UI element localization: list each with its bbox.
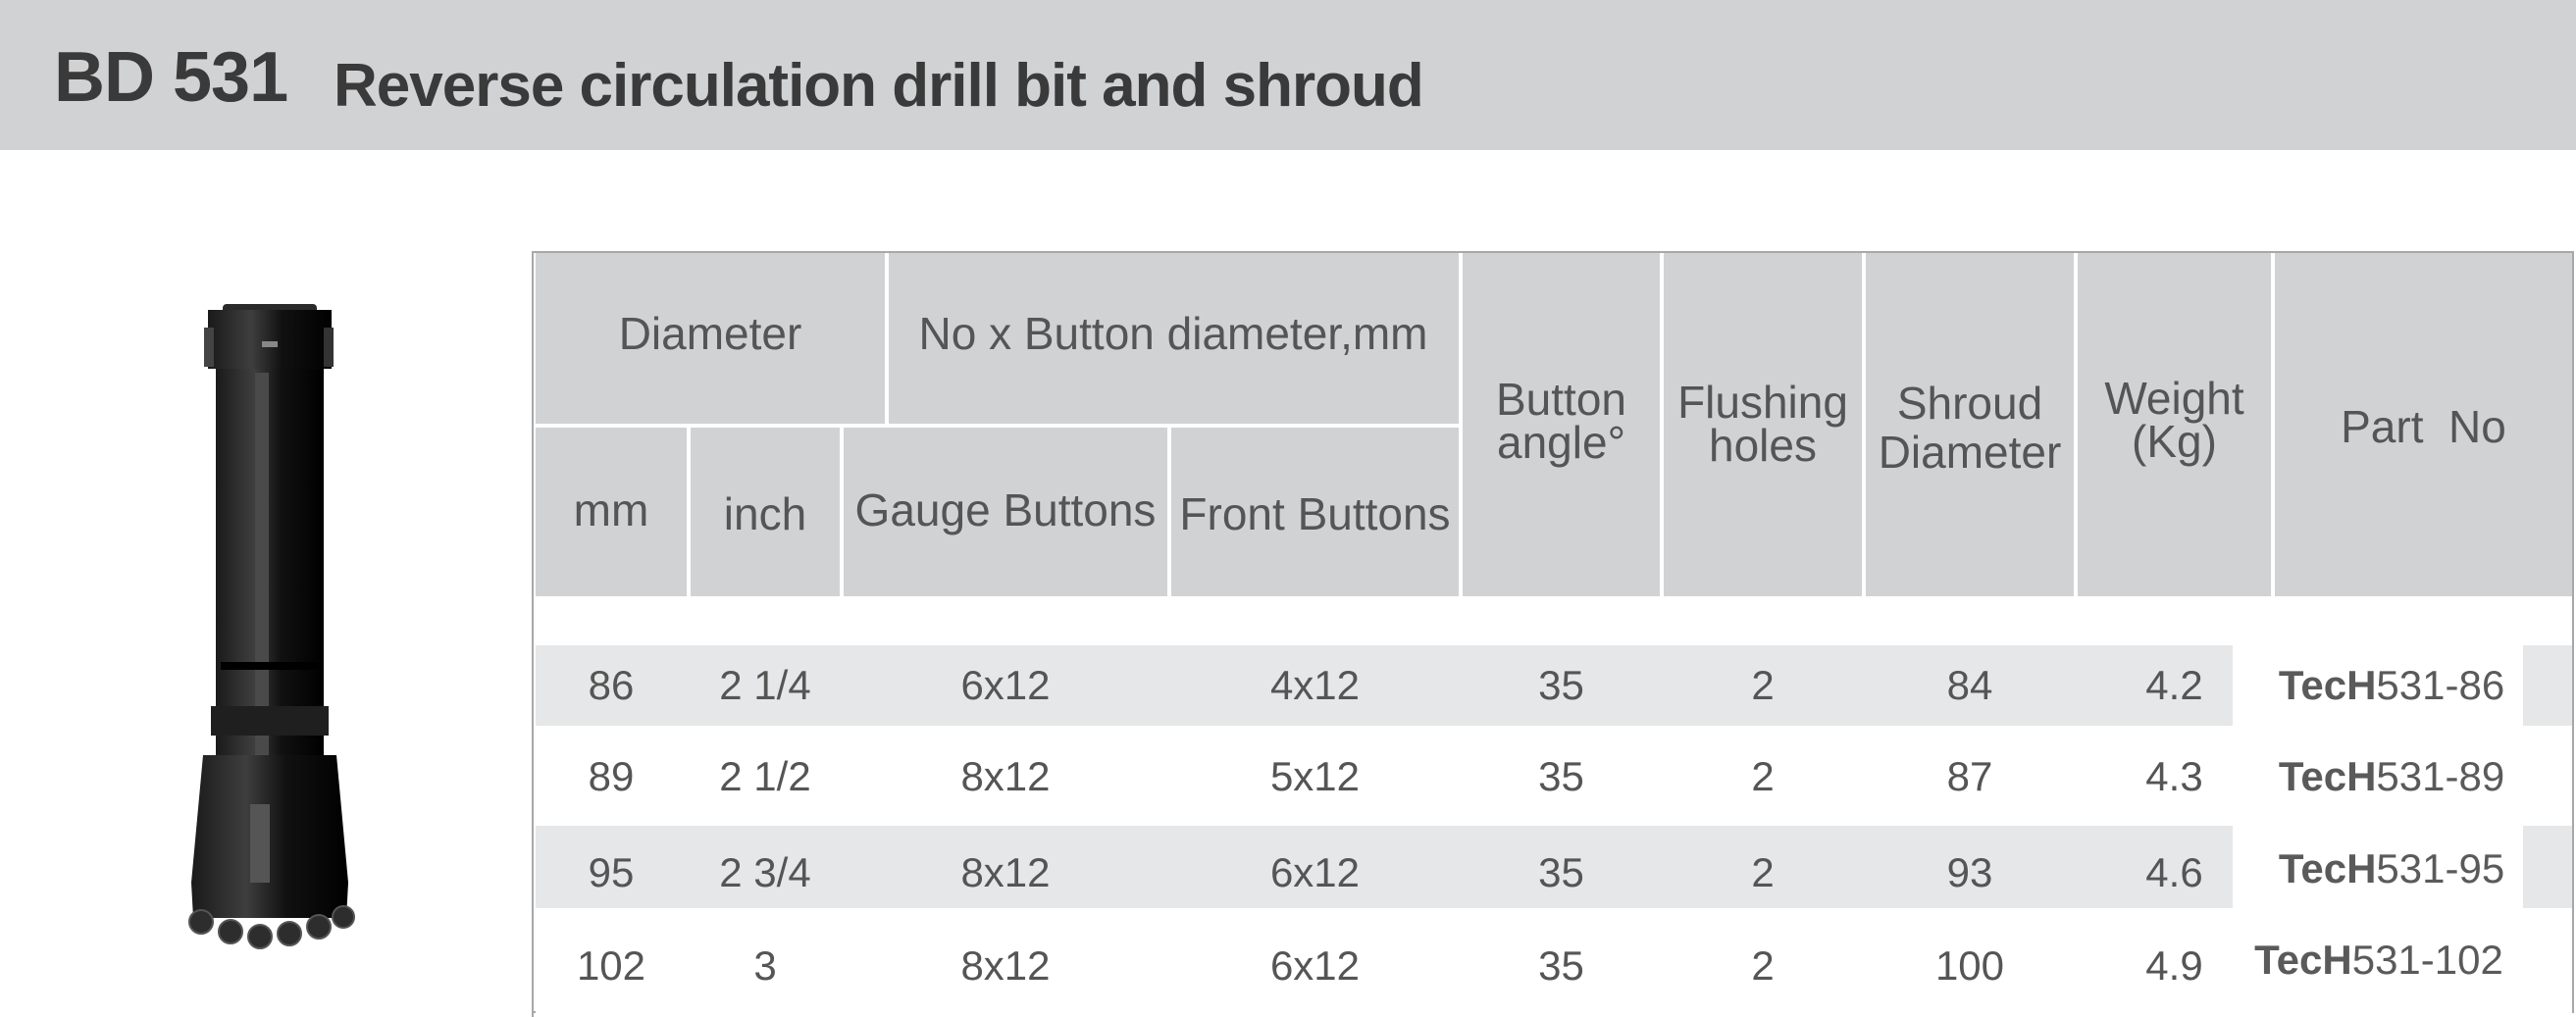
header-flushing-holes [1664, 377, 1862, 479]
header-shroud-line1: Shroud [1896, 378, 2043, 429]
header-flushing-line2: holes [1709, 420, 1817, 471]
header-button-angle-line1: Button [1496, 374, 1626, 425]
cell-front: 6x12 [1269, 942, 1361, 989]
cell-angle: 35 [1538, 942, 1584, 989]
header-inch: inch [723, 488, 807, 539]
cell-shroud: 87 [1946, 753, 1993, 799]
cell-mm: 86 [588, 662, 635, 708]
cell-gauge: 8x12 [960, 753, 1051, 799]
cell-gauge: 6x12 [960, 662, 1051, 708]
cell-inch: 3 [753, 942, 777, 989]
title-bar [0, 0, 2576, 150]
cell-inch: 2 1/2 [719, 753, 811, 799]
cell-mm: 95 [588, 849, 635, 895]
model-code: BD 531 [54, 38, 288, 117]
part-brand: TecH [2278, 753, 2377, 799]
header-front-buttons: Front Buttons [1179, 488, 1451, 539]
header-flushing-line1: Flushing [1677, 377, 1848, 428]
header-button-count: No x Button diameter,mm [918, 308, 1428, 359]
cell-weight: 4.3 [2145, 753, 2203, 799]
cell-front: 4x12 [1269, 662, 1361, 708]
cell-inch: 2 3/4 [719, 849, 811, 895]
cell-mm: 89 [588, 753, 635, 799]
part-number: 531-95 [2376, 845, 2505, 891]
cell-shroud: 93 [1946, 849, 1993, 895]
header-mm: mm [573, 484, 649, 535]
cell-angle: 35 [1538, 753, 1584, 799]
drill-bit-image [152, 294, 397, 961]
cell-angle: 35 [1538, 849, 1584, 895]
cell-part-no [2246, 645, 2537, 726]
cell-front: 5x12 [1269, 753, 1361, 799]
cell-holes: 2 [1751, 662, 1775, 708]
cell-inch: 2 1/4 [719, 662, 811, 708]
part-brand: TecH [2278, 662, 2377, 708]
header-shroud-diameter [1866, 379, 2074, 477]
part-brand: TecH [2278, 845, 2377, 891]
part-number: 531-89 [2376, 753, 2505, 799]
cell-front: 6x12 [1269, 849, 1361, 895]
header-weight [2078, 373, 2271, 475]
cell-part-no [2246, 732, 2537, 822]
cell-holes: 2 [1751, 849, 1775, 895]
cell-weight: 4.6 [2145, 849, 2203, 895]
header-weight-line1: Weight [2104, 373, 2244, 424]
cell-part-no [2227, 916, 2531, 1004]
header-button-angle-line2: angle° [1497, 417, 1625, 468]
part-brand: TecH [2254, 937, 2352, 983]
header-shroud-line2: Diameter [1878, 427, 2062, 478]
cell-weight: 4.9 [2145, 942, 2203, 989]
header-button-angle [1463, 374, 1660, 476]
cell-shroud: 84 [1946, 662, 1993, 708]
cell-gauge: 8x12 [960, 849, 1051, 895]
cell-weight: 4.2 [2145, 662, 2203, 708]
cell-holes: 2 [1751, 753, 1775, 799]
cell-holes: 2 [1751, 942, 1775, 989]
cell-mm: 102 [576, 942, 646, 989]
cell-gauge: 8x12 [960, 942, 1051, 989]
header-weight-line2: (Kg) [2132, 416, 2217, 467]
header-part-no: Part No [2341, 401, 2506, 452]
header-diameter: Diameter [618, 308, 802, 359]
cell-shroud: 100 [1934, 942, 2005, 989]
header-gauge-buttons: Gauge Buttons [854, 484, 1157, 535]
part-number: 531-102 [2351, 937, 2503, 983]
cell-part-no [2246, 826, 2537, 912]
product-name: Reverse circulation drill bit and shroud [334, 52, 1423, 120]
header-spacer [536, 596, 2572, 645]
cell-angle: 35 [1538, 662, 1584, 708]
part-number: 531-86 [2376, 662, 2505, 708]
